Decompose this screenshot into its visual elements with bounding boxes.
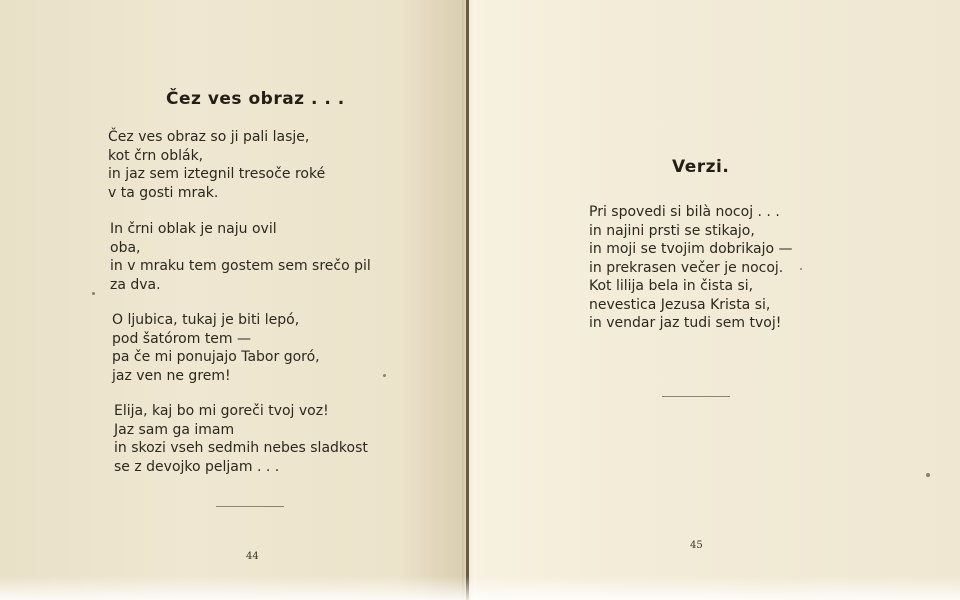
bottom-edge-fade (0, 576, 960, 600)
poem-line: Čez ves obraz so ji pali lasje, (108, 129, 310, 145)
poem-line: pod šatórom tem — (112, 330, 252, 347)
poem-line: oba, (110, 239, 141, 256)
poem-line: Jaz sam ga imam (114, 421, 235, 438)
paper-speck (926, 473, 930, 477)
poem-line: se z devojko peljam . . . (114, 458, 280, 475)
right-stanza-1 (589, 203, 793, 333)
poem-line: Pri spovedi si bilà nocoj . . . (589, 204, 780, 220)
poem-line: in v mraku tem gostem sem srečo pil (110, 258, 371, 274)
right-poem-title: Verzi. (672, 157, 730, 177)
left-stanza-4 (114, 402, 368, 476)
poem-line: in najini prsti se stikajo, (589, 222, 755, 239)
left-stanza-2 (110, 220, 371, 294)
poem-line: v ta gosti mrak. (108, 184, 219, 201)
paper-speck (800, 268, 802, 270)
left-end-rule (216, 506, 284, 507)
left-poem-title: Čez ves obraz . . . (166, 89, 345, 109)
right-page-number: 45 (690, 540, 703, 551)
book-gutter (462, 0, 476, 600)
left-stanza-1 (108, 128, 325, 202)
poem-line: in jaz sem iztegnil tresoče roké (108, 166, 326, 182)
poem-line: nevestica Jezusa Krista si, (589, 296, 771, 313)
poem-line: pa če mi ponujajo Tabor goró, (112, 349, 320, 365)
binding-thread (466, 0, 469, 600)
poem-line: O ljubica, tukaj je biti lepó, (112, 312, 300, 328)
poem-line: za dva. (110, 276, 161, 293)
paper-speck (383, 374, 386, 377)
right-end-rule (662, 396, 730, 397)
poem-line: in vendar jaz tudi sem tvoj! (589, 315, 782, 331)
poem-line: in moji se tvojim dobrikajo — (589, 241, 793, 257)
left-page-number: 44 (246, 551, 259, 562)
paper-speck (92, 292, 95, 295)
poem-line: kot črn oblák, (108, 147, 204, 164)
poem-line: In črni oblak je naju ovil (110, 221, 277, 237)
poem-line: Elija, kaj bo mi goreči tvoj voz! (114, 403, 329, 419)
poem-line: in skozi vseh sedmih nebes sladkost (114, 440, 368, 456)
poem-line: in prekrasen večer je nocoj. (589, 259, 784, 276)
poem-line: Kot lilija bela in čista si, (589, 278, 754, 294)
poem-line: jaz ven ne grem! (112, 367, 231, 384)
left-stanza-3 (112, 311, 320, 385)
